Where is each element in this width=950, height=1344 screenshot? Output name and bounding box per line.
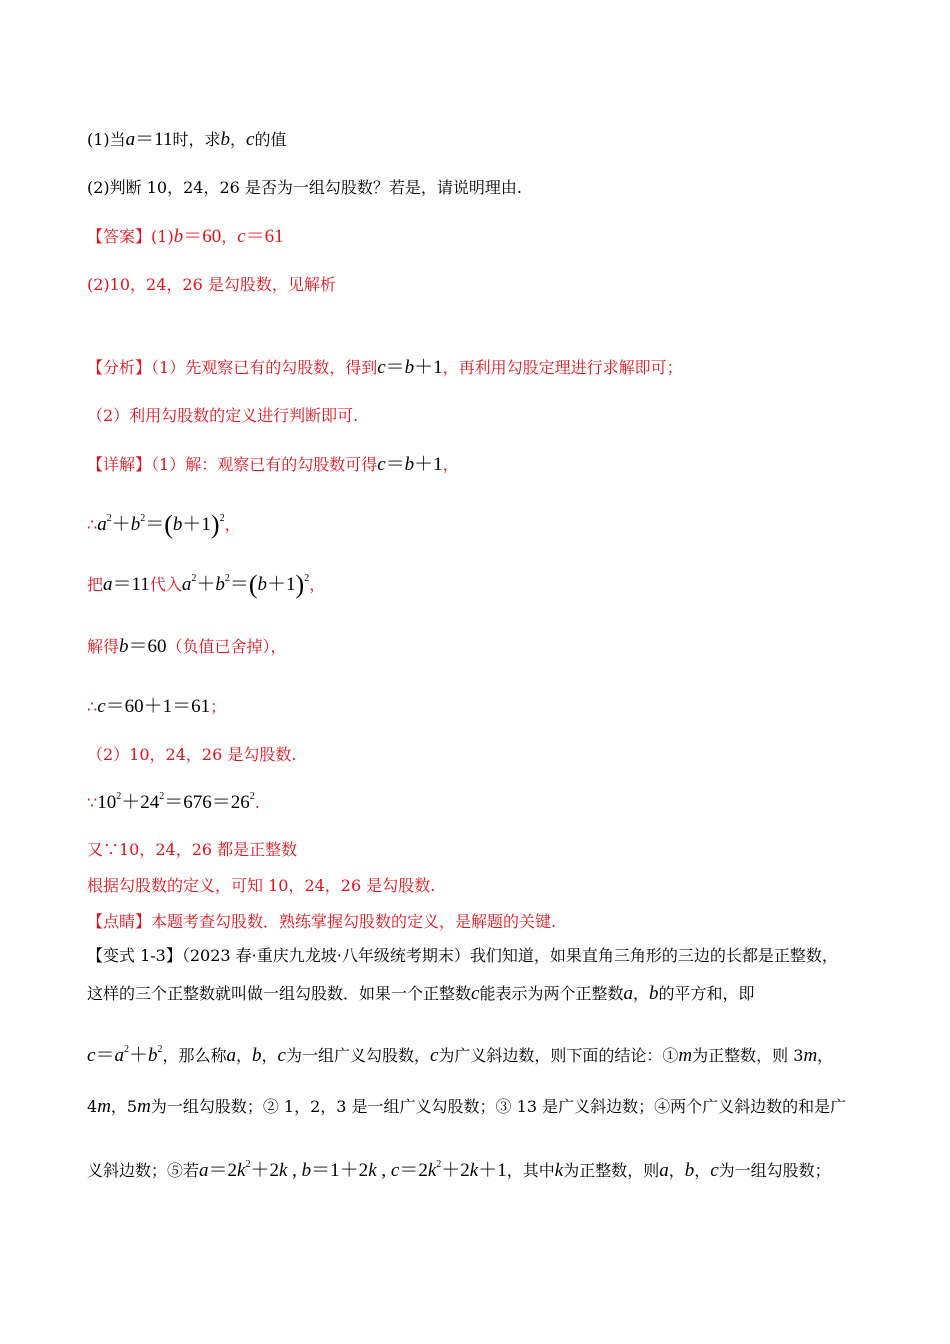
- variant-5: 义斜边数；⑤若$a=2k^2+2k$ , b＝1＋2k , $c=2k^2+2k+1$，其中k为正整数，则a，b，c为一组勾股数；: [87, 1159, 831, 1181]
- variant-4: 4m，5m为一组勾股数；② 1，2，3 是一组广义勾股数；③ 13 是广义斜边数；④两个广义斜边数的和是广: [87, 1096, 847, 1117]
- comment-tag: 【点睛】: [87, 912, 152, 931]
- detail-eq1: $\therefore a^2+b^2=(b+1)^2$，: [87, 510, 241, 539]
- variant-1: 【变式 1-3】（2023 春·重庆九龙坡·八年级统考期末）我们知道，如果直角三角形的三边的长都是正整数，: [87, 946, 838, 965]
- question-2: (2)判断 10，24，26 是否为一组勾股数？若是，请说明理由.: [87, 178, 523, 197]
- answer-tag: 【答案】: [87, 227, 152, 246]
- answer-2: (2)10，24，26 是勾股数，见解析: [87, 275, 336, 294]
- detail-eq5: $\because 10^2+24^2=676=26^2$.: [87, 791, 260, 813]
- detail-eq4: ∴c＝60＋1＝61；: [87, 696, 227, 717]
- detail-also: 又∵10，24，26 都是正整数: [87, 840, 298, 859]
- variant-3: $c=a^2+b^2$，那么称a，b，c为一组广义勾股数，c为广义斜边数，则下面的结论：①m为正整数，则 3m，: [87, 1044, 834, 1066]
- analysis-1: 【分析】（1）先观察已有的勾股数，得到c＝b＋1，再利用勾股定理进行求解即可；: [87, 357, 683, 378]
- comment: 【点睛】本题考查勾股数．熟练掌握勾股数的定义，是解题的关键.: [87, 912, 557, 931]
- analysis-2: （2）利用勾股数的定义进行判断即可.: [87, 406, 359, 425]
- detail-p2: （2）10，24，26 是勾股数.: [87, 745, 297, 764]
- variant-2: 这样的三个正整数就叫做一组勾股数．如果一个正整数c能表示为两个正整数a，b的平方和，即: [87, 983, 755, 1004]
- detail-tag: 【详解】: [87, 455, 152, 474]
- variant-tag: 【变式 1-3】: [87, 946, 182, 965]
- detail-eq2: 把a＝11代入$a^2+b^2=(b+1)^2$，: [87, 570, 326, 599]
- question-1: (1)当a＝11时，求b，c的值: [87, 129, 287, 150]
- detail-1: 【详解】（1）解：观察已有的勾股数可得c＝b＋1，: [87, 454, 459, 475]
- detail-eq3: 解得b＝60（负值已舍掉），: [87, 636, 287, 657]
- analysis-tag: 【分析】: [87, 358, 152, 377]
- answer-1: 【答案】(1)b＝60，c＝61: [87, 226, 284, 247]
- detail-conclude: 根据勾股数的定义，可知 10，24，26 是勾股数.: [87, 876, 436, 895]
